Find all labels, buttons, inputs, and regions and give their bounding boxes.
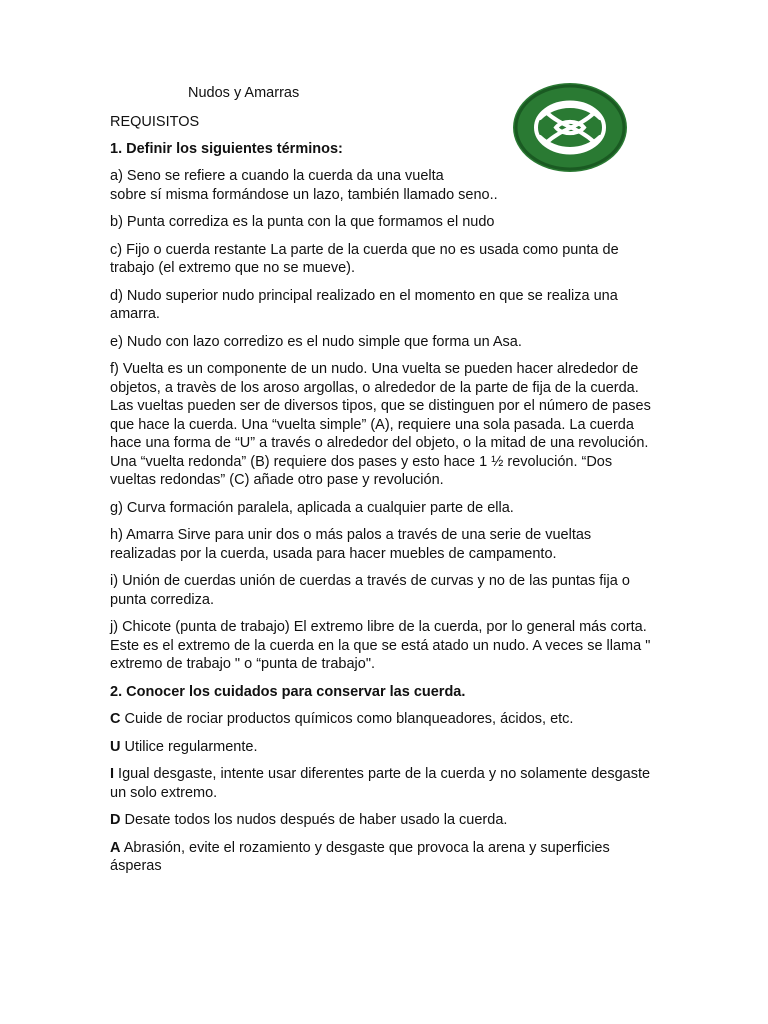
requisitos-label: REQUISITOS — [110, 114, 200, 130]
term-a — [110, 167, 658, 204]
care-letter: A — [110, 839, 121, 856]
care-text: Desate todos los nudos después de haber usado la cuerda. — [120, 812, 508, 828]
term-b: b) Punta corrediza es la punta con la que formamos el nudo — [110, 214, 495, 230]
term-h: h) Amarra Sirve para unir dos o más palos a través de una serie de vueltas realizadas por la cuerda, usada para hacer muebles de campamento. — [110, 527, 592, 562]
term-g: g) Curva formación paralela, aplicada a cualquier parte de ella. — [110, 499, 514, 516]
care-text: Abrasión, evite el rozamiento y desgaste que provoca la arena y superficies ásperas — [110, 839, 610, 874]
term-j: j) Chicote (punta de trabajo) El extremo libre de la cuerda, por lo general más corta. Este es el extremo de la cuerda en la que se está atado un nudo. A veces se llama " extremo de trabajo " o “punta de trabajo". — [110, 619, 651, 672]
document-title: Nudos y Amarras — [188, 85, 300, 101]
care-item — [110, 839, 658, 876]
section-1-heading: 1. Definir los siguientes términos: — [110, 140, 343, 157]
care-item — [110, 811, 658, 830]
term-f: f) Vuelta es un componente de un nudo. Una vuelta se pueden hacer alrededor de objetos, a travès de los aroso argollas, o alrededor de la parte de fija de la cuerda. Las vueltas pueden ser de diversos tipos, que se distinguen por el número de pases que hace la cuerda. Una “vuelta simple” (A), requiere una sola pasada. La cuerda hace una forma de “U” a través o alrededor del objeto, o la mitad de una revolución. Una “vuelta redonda” (B) requiere dos pases y esto hace 1 ½ revolución. “Dos vueltas redondas” (C) añade otro pase y revolución. — [110, 361, 651, 488]
term-e: e) Nudo con lazo corredizo es el nudo simple que forma un Asa. — [110, 333, 522, 350]
care-item — [110, 738, 658, 757]
care-item — [110, 765, 658, 802]
care-text: Utilice regularmente. — [120, 738, 258, 755]
term-a-line-2: sobre sí misma formándose un lazo, también llamado seno.. — [110, 186, 498, 203]
term-i: i) Unión de cuerdas unión de cuerdas a través de curvas y no de las puntas fija o punta corrediza. — [110, 573, 630, 608]
care-letter: I — [110, 766, 115, 782]
care-letter: C — [110, 711, 121, 727]
care-letter: U — [110, 738, 121, 755]
care-letter: D — [110, 812, 121, 828]
term-a-line-1: a) Seno se refiere a cuando la cuerda da una vuelta — [110, 168, 444, 184]
care-text: Cuide de rociar productos químicos como blanqueadores, ácidos, etc. — [120, 711, 574, 727]
care-text: Igual desgaste, intente usar diferentes parte de la cuerda y no solamente desgaste un solo extremo. — [110, 766, 651, 801]
document-body — [110, 113, 658, 885]
care-item — [110, 710, 658, 729]
term-c: c) Fijo o cuerda restante La parte de la cuerda que no es usada como punta de trabajo (el extremo que no se mueve). — [110, 241, 619, 276]
section-2-heading: 2. Conocer los cuidados para conservar las cuerda. — [110, 683, 466, 700]
term-d: d) Nudo superior nudo principal realizado en el momento en que se realiza una amarra. — [110, 287, 618, 322]
